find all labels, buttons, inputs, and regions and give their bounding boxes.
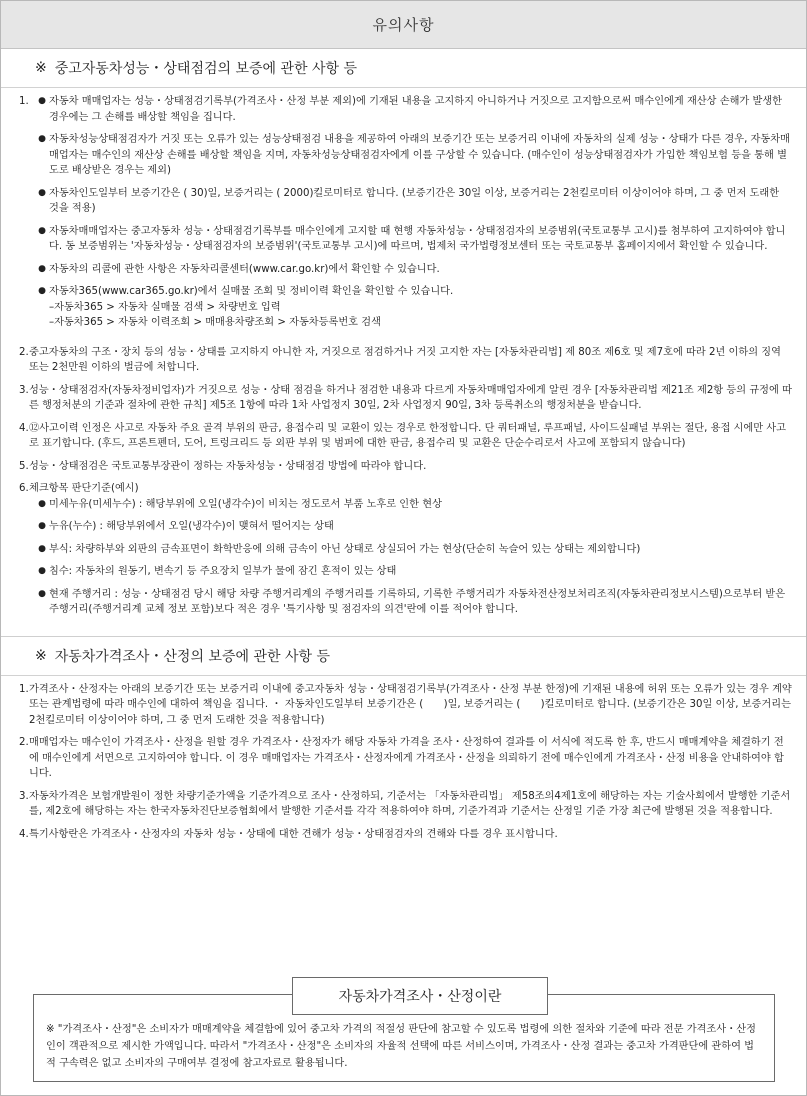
list-item: ● 부식: 차량하부와 외판의 금속표면이 화학반응에 의해 금속이 아닌 상태로 상실되어 가는 현상(단순히 녹슬어 있는 상태는 제외합니다) <box>35 542 792 558</box>
section-1-item-1 <box>19 94 792 338</box>
list-item: ● 미세누유(미세누수) : 해당부위에 오일(냉각수)이 비치는 정도로서 부품 노후로 인한 현상 <box>35 497 792 513</box>
section-2-item-2 <box>19 735 792 782</box>
section-2-item-1 <box>19 682 792 729</box>
item-text: ⑫사고이력 인정은 사고로 자동차 주요 골격 부위의 판금, 용접수리 및 교환이 있는 경우로 한정합니다. 단 쿼터패널, 루프패널, 사이드실패널 부위는 절단, 용접 시에만 사고로 표기합니다. (후드, 프론트펜더, 도어, 트렁크리드 등 외판 부위 및 범퍼에 대한 판금, 용접수리 및 교환은 단순수리로서 사고에 포함되지 않습니다) <box>29 422 786 449</box>
list-item: ● 자동차성능상태점검자가 거짓 또는 오류가 있는 성능상태점검 내용을 제공하여 아래의 보증기간 또는 보증거리 이내에 자동차의 실제 성능・상태가 다른 경우, 자동차매매업자는 매수인의 재산상 손해를 배상할 책임을 지며, 자동차성능상태점검자에게 이를 구상할 수 있습니다. (매수인이 성능상태점검자가 가입한 책임보험 등을 통해 별도로 배상받은 경우는 제외) <box>35 132 792 179</box>
bullet-icon: ● <box>38 187 46 198</box>
reference-mark-icon: ※ <box>35 647 47 664</box>
criteria-bullets <box>35 497 792 618</box>
section-1-title <box>1 49 806 88</box>
bullet-icon: ● <box>38 134 46 144</box>
section-1-item-3 <box>19 383 792 414</box>
definition-box-title: 자동차가격조사・산정이란 <box>292 977 548 1015</box>
list-item: ● 자동차매매업자는 중고자동차 성능・상태점검기록부를 매수인에게 고지할 때 현행 자동차성능・상태점검자의 보증범위(국토교통부 고시)를 첨부하여 고지하여야 합니다. 동 보증범위는 '자동차성능・상태점검자의 보증범위'(국토교통부 고시)에 따르며, 법제처 국가법령정보센터 또는 국토교통부 홈페이지에서 확인할 수 있습니다. <box>35 224 792 255</box>
page-title-text: 유의사항 <box>372 16 435 34</box>
bullet-icon: ● <box>38 498 46 509</box>
item-text: 성능・상태점검자(자동차정비업자)가 거짓으로 성능・상태 점검을 하거나 점검한 내용과 다르게 자동차매매업자에게 알린 경우 [자동차관리법 제21조 제2항 등의 규정에 따른 행정처분의 기준과 절차에 관한 규칙] 제5조 1항에 따라 1차 사업정지 30일, 2차 사업정지 90일, 3차 등록취소의 행정처분을 받습니다. <box>29 384 792 411</box>
list-item: ● 누유(누수) : 해당부위에서 오일(냉각수)이 맺혀서 떨어지는 상태 <box>35 519 792 535</box>
section-2-item-3 <box>19 789 792 820</box>
bullet-icon: ● <box>38 263 46 274</box>
section-1-body <box>1 88 806 636</box>
section-1-item-6 <box>19 481 792 625</box>
section-2-item-4 <box>19 827 792 843</box>
bullet-icon: ● <box>38 543 46 554</box>
item-1-bullets <box>35 94 792 338</box>
bullet-icon: ● <box>38 521 46 531</box>
item-number: 2. <box>19 346 29 358</box>
item-number: 3. <box>19 384 29 396</box>
list-item <box>35 284 792 331</box>
list-item: ● 자동차인도일부터 보증기간은 ( 30)일, 보증거리는 ( 2000)킬로미터로 합니다. (보증기간은 30일 이상, 보증거리는 2천킬로미터 이상이어야 하며, 그 중 먼저 도래한 것을 적용) <box>35 186 792 217</box>
car365-line: 자동차365(www.car365.go.kr)에서 실매물 조회 및 정비이력 확인을 확인할 수 있습니다. <box>49 286 454 297</box>
bullet-icon: ● <box>38 286 46 296</box>
section-1-title-text: 중고자동차성능・상태점검의 보증에 관한 사항 등 <box>54 61 358 77</box>
item-number: 1. <box>19 683 29 695</box>
item-text: 자동차가격은 보험개발원이 정한 차량기준가액을 기준가격으로 조사・산정하되, 기준서는 「자동차관리법」 제58조의4제1호에 해당하는 자는 기술사회에서 발행한 기준서를, 제2호에 해당하는 자는 한국자동차진단보증협회에서 발행한 기준서를 각각 적용하여야 하며, 기준가격과 기준서는 산정일 기준 가장 최근에 발행된 것을 적용합니다. <box>29 790 791 817</box>
page-title <box>1 1 806 49</box>
definition-box <box>33 989 775 1082</box>
item-text: 가격조사・산정자는 아래의 보증기간 또는 보증거리 이내에 중고자동차 성능・상태점검기록부(가격조사・산정 부분 한정)에 기재된 내용에 허위 또는 오류가 있는 경우 계약 또는 관계법령에 따라 매수인에 대하여 책임을 집니다. ・ 자동차인도일부터 보증기간은 ( )일, 보증거리는 ( )킬로미터로 합니다. (보증기간은 30일 이상, 보증거리는 2천킬로미터 이상이어야 하며, 그 중 먼저 도래한 것을 적용합니다) <box>29 683 792 726</box>
item-text: 특기사항란은 가격조사・산정자의 자동차 성능・상태에 대한 견해가 성능・상태점검자의 견해와 다를 경우 표시합니다. <box>29 828 558 840</box>
section-1-item-2 <box>19 345 792 376</box>
car365-path-2: –자동차365 > 자동차 이력조회 > 매매용차량조회 > 자동차등록번호 검색 <box>49 317 381 328</box>
reference-mark-icon: ※ <box>35 60 47 76</box>
bullet-icon: ● <box>38 588 46 599</box>
bullet-icon: ● <box>38 566 46 576</box>
car365-path-1: –자동차365 > 자동차 실매물 검색 > 차량번호 입력 <box>49 301 281 313</box>
section-1-item-4 <box>19 421 792 452</box>
list-item: ● 현재 주행거리 : 성능・상태점검 당시 해당 차량 주행거리계의 주행거리를 기록하되, 기록한 주행거리가 자동차전산정보처리조직(자동차관리정보시스템)으로부터 받은 주행거리(주행거리계 교체 정보 포함)보다 적은 경우 '특기사항 및 점검자의 의견'란에 이를 적어야 합니다. <box>35 587 792 618</box>
bullet-icon: ● <box>38 225 46 236</box>
item-text: 중고자동차의 구조・장치 등의 성능・상태를 고지하지 아니한 자, 거짓으로 점검하거나 거짓 고지한 자는 [자동차관리법] 제 80조 제6호 및 제7호에 따라 2년 이하의 징역 또는 2천만원 이하의 벌금에 처합니다. <box>29 346 781 373</box>
bullet-icon: ● <box>38 96 46 106</box>
item-number: 2. <box>19 737 29 748</box>
list-item: ● 침수: 자동차의 원동기, 변속기 등 주요장치 일부가 물에 잠긴 흔적이 있는 상태 <box>35 564 792 580</box>
item-number: 3. <box>19 790 29 802</box>
item-number: 4. <box>19 828 29 840</box>
section-1-item-5 <box>19 459 792 475</box>
list-item: ● 자동차 매매업자는 성능・상태점검기록부(가격조사・산정 부분 제외)에 기재된 내용을 고지하지 아니하거나 거짓으로 고지함으로써 매수인에게 재산상 손해가 발생한 경우에는 그 손해를 배상할 책임을 집니다. <box>35 94 792 125</box>
section-2-body <box>1 676 806 854</box>
section-2-title-text: 자동차가격조사・산정의 보증에 관한 사항 등 <box>54 648 330 665</box>
item-number: 1. <box>19 96 29 107</box>
list-item: ● 자동차의 리콜에 관한 사항은 자동차리콜센터(www.car.go.kr)에서 확인할 수 있습니다. <box>35 262 792 278</box>
definition-box-text: ※ "가격조사・산정"은 소비자가 매매계약을 체결함에 있어 중고차 가격의 적절성 판단에 참고할 수 있도록 법령에 의한 절차와 기준에 따라 전문 가격조사・산정인이 객관적으로 제시한 가액입니다. 따라서 "가격조사・산정"은 소비자의 자율적 선택에 따른 서비스이며, 가격조사・산정 결과는 중고차 가격판단에 관하여 법적 구속력은 없고 소비자의 구매여부 결정에 참고자료로 활용됩니다. <box>46 1024 756 1069</box>
criteria-heading: 체크항목 판단기준(예시) <box>29 483 139 494</box>
item-number: 6. <box>19 483 29 494</box>
section-2-title <box>1 637 806 676</box>
item-number: 5. <box>19 460 29 472</box>
item-text: 성능・상태점검은 국토교통부장관이 정하는 자동차성능・상태점검 방법에 따라야 합니다. <box>29 460 427 472</box>
item-number: 4. <box>19 422 29 434</box>
item-text: 매매업자는 매수인이 가격조사・산정을 원할 경우 가격조사・산정자가 해당 자동차 가격을 조사・산정하여 결과를 이 서식에 적도록 한 후, 반드시 매매계약을 체결하기 전에 매수인에게 서면으로 고지하여야 합니다. 이 경우 매매업자는 가격조사・산정자에게 가격조사・산정을 의뢰하기 전에 매수인에게 가격조사・산정 비용을 안내하여야 합니다. <box>29 737 784 779</box>
